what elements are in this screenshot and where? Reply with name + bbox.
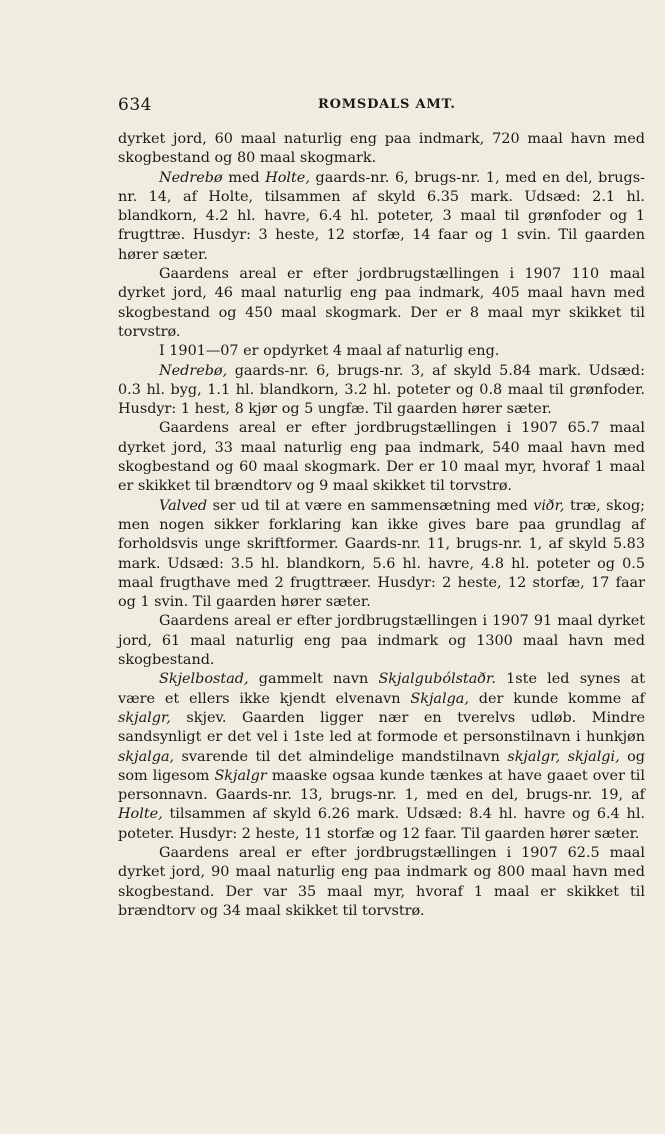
paragraph: Gaardens areal er efter jordbrugstællingen i 1907 65.7 maal dyrket jord, 33 maal naturlig eng paa indmark, 540 maal havn med skogbestand og 60 maal skogmark. Der er 10 maal myr, hvoraf 1 maal er skikket til brændtorv og 9 maal skikket til torvstrø.	[118, 420, 645, 495]
paragraph: Gaardens areal er efter jordbrugstællingen i 1907 110 maal dyrket jord, 46 maal naturlig eng paa indmark, 405 maal havn med skogbestand og 450 maal skogmark. Der er 8 maal myr skikket til torvstrø.	[118, 266, 645, 340]
paragraph: Gaardens areal er efter jordbrugstællingen i 1907 91 maal dyrket jord, 61 maal naturlig eng paa indmark og 1300 maal havn med skogbestand.	[118, 613, 645, 669]
paragraph: I 1901—07 er opdyrket 4 maal af naturlig eng.	[159, 343, 500, 360]
paragraph: Nedrebø, gaards-nr. 6, brugs-nr. 3, af skyld 5.84 mark. Udsæd: 0.3 hl. byg, 1.1 hl. blandkorn, 3.2 hl. poteter og 0.8 maal til grønfoder. Husdyr: 1 hest, 8 kjør og 5 ungfæ. Til gaarden hører sæter.	[118, 362, 645, 418]
running-head: ROMSDALS AMT.	[318, 97, 456, 112]
paragraph: Valved ser ud til at være en sammensætning med viðr, træ, skog; men nogen sikker forklaring kan ikke gives bare paa grundlag af forholdsvis unge skriftformer. Gaards-nr. 11, brugs-nr. 1, af skyld 5.83 mark. Udsæd: 3.5 hl. blandkorn, 5.6 hl. havre, 4.8 hl. poteter og 0.5 maal frugthave med 2 frugttræer. Husdyr: 2 heste, 12 storfæ, 17 faar og 1 svin. Til gaarden hører sæter.	[118, 497, 646, 611]
paragraph: dyrket jord, 60 maal naturlig eng paa indmark, 720 maal havn med skogbestand og 80 maal skogmark.	[118, 131, 645, 167]
paragraph: Nedrebø med Holte, gaards-nr. 6, brugs-nr. 1, med en del, brugs-nr. 14, af Holte, tilsammen af skyld 6.35 mark. Udsæd: 2.1 hl. blandkorn, 4.2 hl. havre, 6.4 hl. poteter, 3 maal til grønfoder og 1 frugttræ. Husdyr: 3 heste, 12 storfæ, 14 faar og 1 svin. Til gaarden hører sæter.	[118, 169, 645, 263]
paragraph: Gaardens areal er efter jordbrugstællingen i 1907 62.5 maal dyrket jord, 90 maal naturlig eng paa indmark og 800 maal havn med skogbestand. Der var 35 maal myr, hvoraf 1 maal er skikket til brændtorv og 34 maal skikket til torvstrø.	[118, 844, 645, 919]
page-number: 634	[118, 95, 152, 115]
body-text	[118, 130, 645, 921]
paragraph: Skjelbostad, gammelt navn Skjalgubólstaðr. 1ste led synes at være et ellers ikke kjendt elvenavn Skjalga, der kunde komme af skjalgr, skjev. Gaarden ligger nær en tverelvs udløb. Mindre sandsynligt er det vel i 1ste led at formode et personstilnavn i hunkjøn skjalga, svarende til det almindelige mandstilnavn skjalgr, skjalgi, og som ligesom Skjalgr maaske ogsaa kunde tænkes at have gaaet over til personnavn. Gaards-nr. 13, brugs-nr. 1, med en del, brugs-nr. 19, af Holte, tilsammen af skyld 6.26 mark. Udsæd: 8.4 hl. havre og 6.4 hl. poteter. Husdyr: 2 heste, 11 storfæ og 12 faar. Til gaarden hører sæter.	[118, 671, 645, 842]
page-header	[118, 95, 645, 117]
